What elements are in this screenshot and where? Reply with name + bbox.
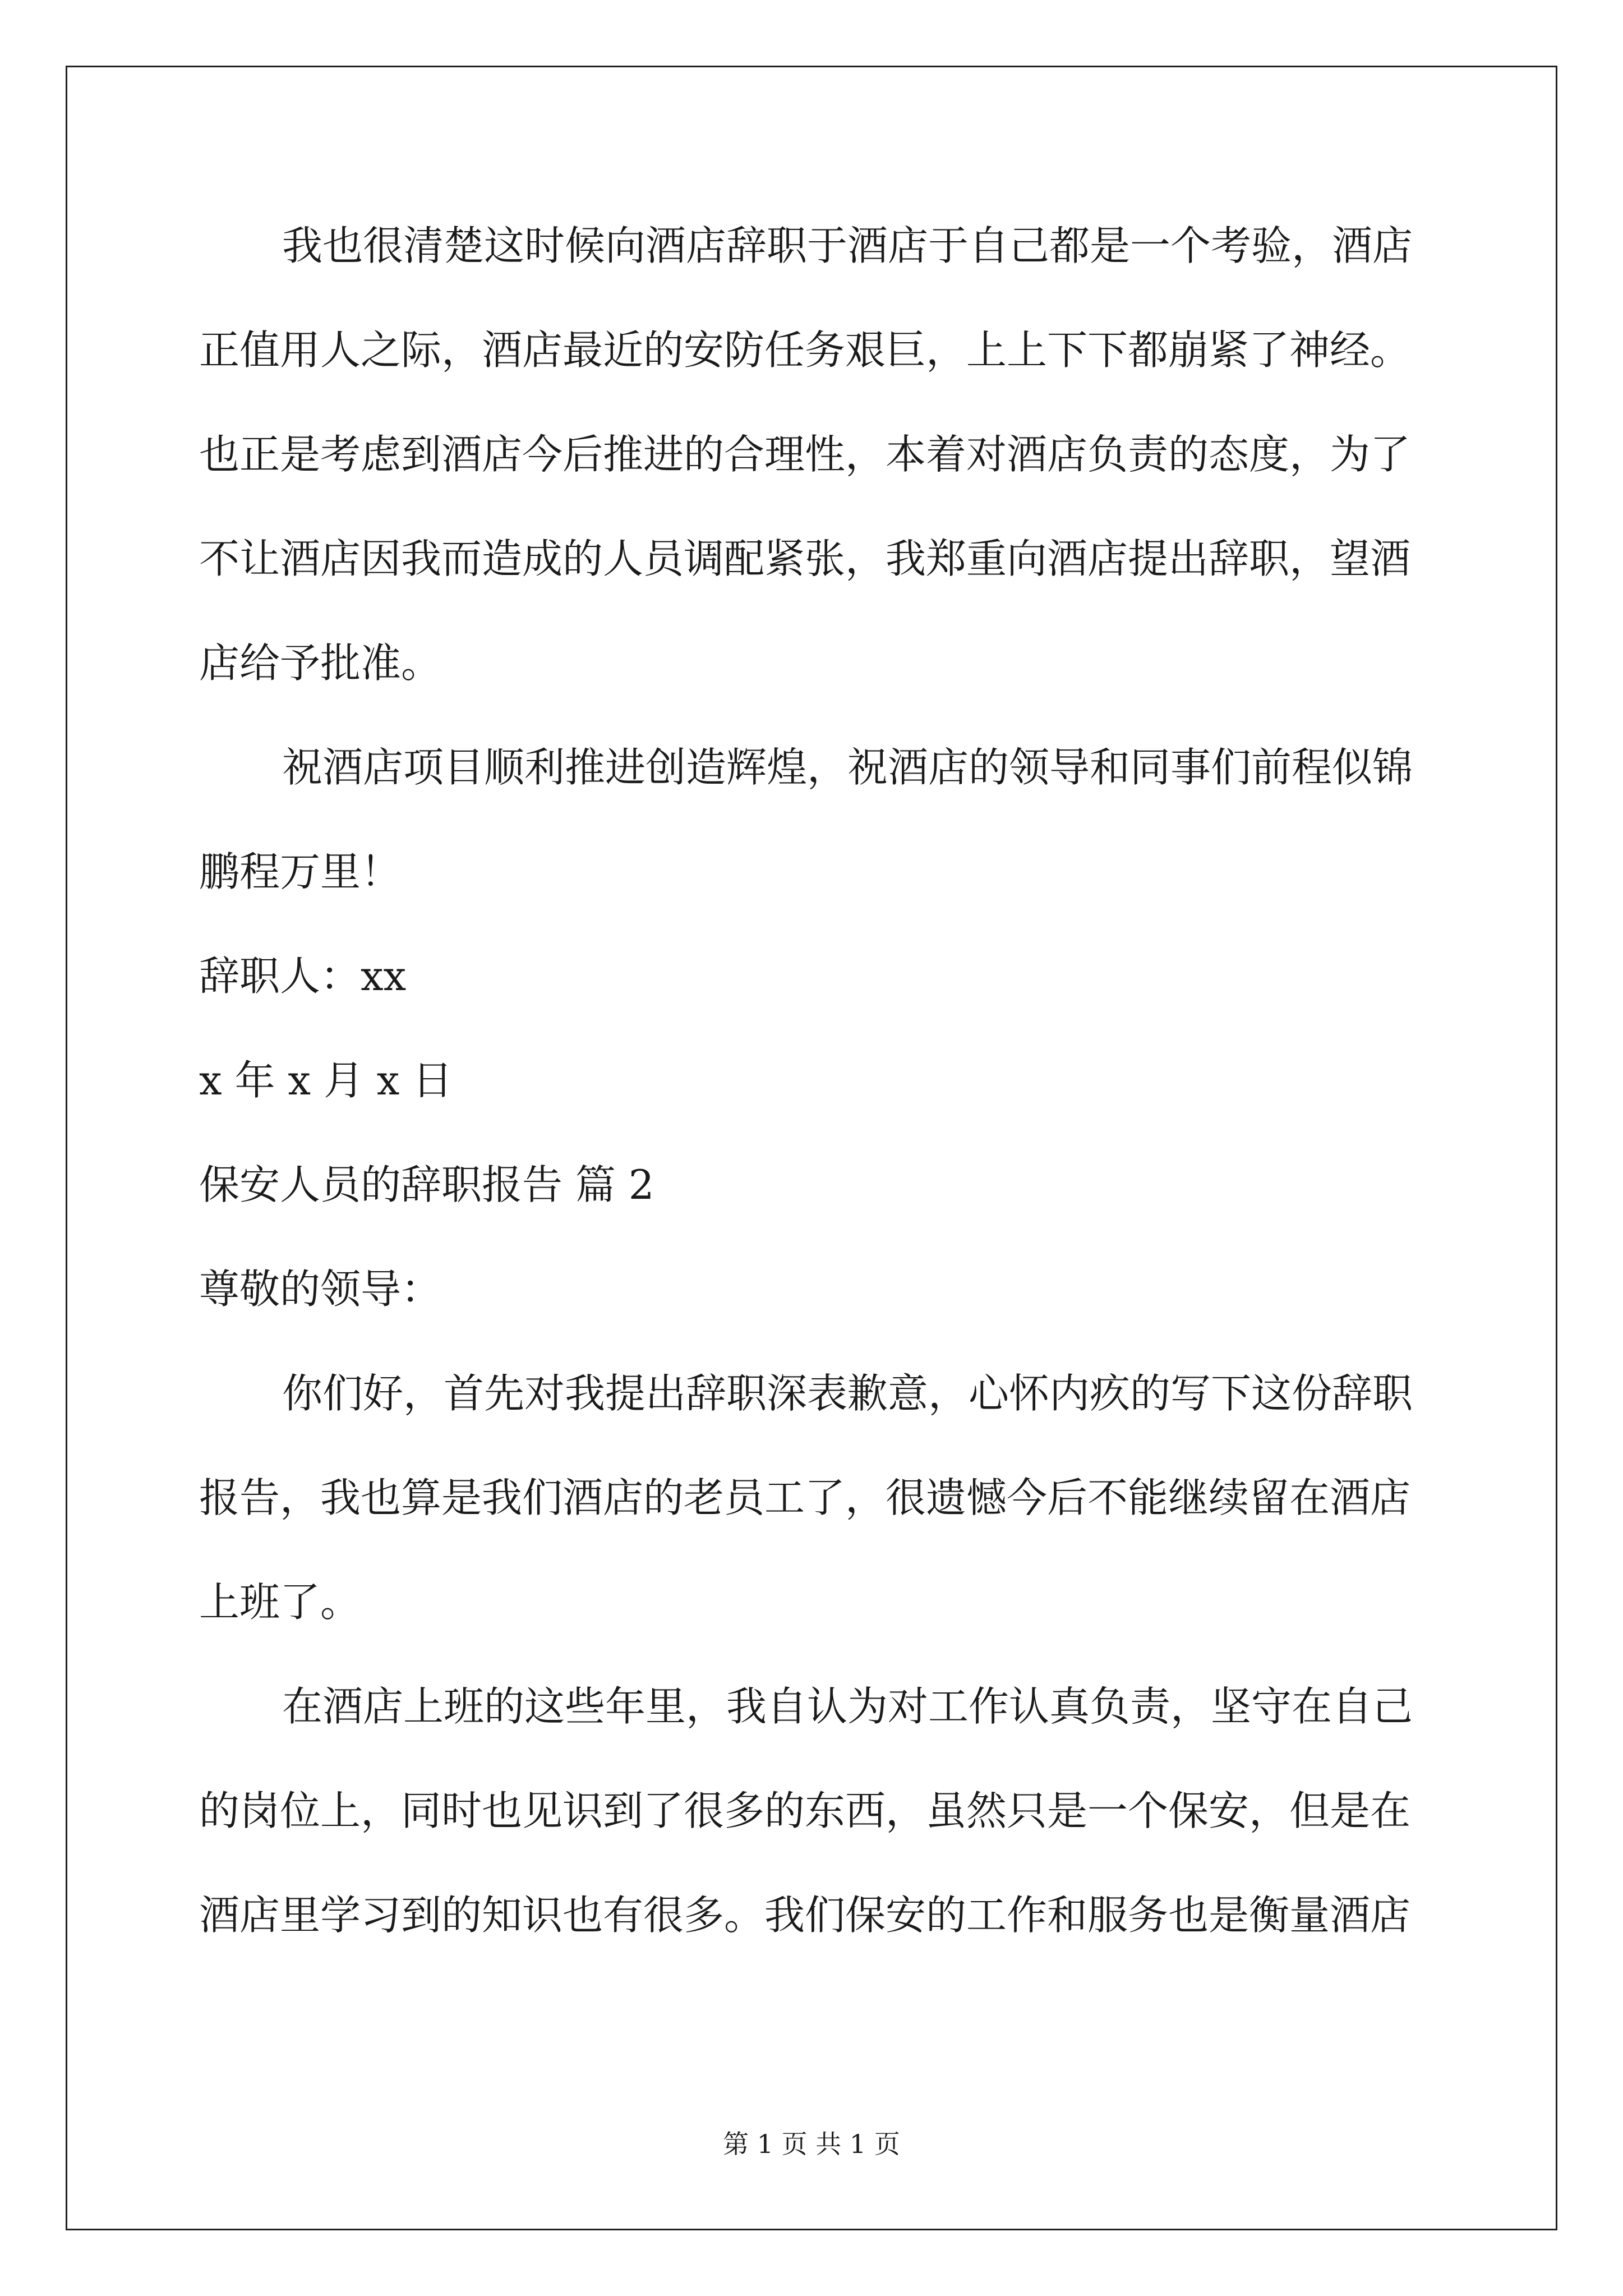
paragraph-1-line-4: 不让酒店因我而造成的人员调配紧张，我郑重向酒店提出辞职，望酒 bbox=[199, 535, 1411, 582]
paragraph-4-line-1: 在酒店上班的这些年里，我自认为对工作认真负责，坚守在自己 bbox=[282, 1683, 1413, 1730]
paragraph-2-line-1: 祝酒店项目顺利推进创造辉煌，祝酒店的领导和同事们前程似锦 bbox=[282, 744, 1413, 791]
paragraph-1-line-3: 也正是考虑到酒店今后推进的合理性，本着对酒店负责的态度，为了 bbox=[199, 431, 1411, 478]
paragraph-3-line-2: 报告，我也算是我们酒店的老员工了，很遗憾今后不能继续留在酒店 bbox=[199, 1474, 1411, 1521]
paragraph-4-line-2: 的岗位上，同时也见识到了很多的东西，虽然只是一个保安，但是在 bbox=[199, 1787, 1411, 1834]
paragraph-1-line-2: 正值用人之际，酒店最近的安防任务艰巨，上上下下都崩紧了神经。 bbox=[199, 326, 1411, 374]
paragraph-4-line-3: 酒店里学习到的知识也有很多。我们保安的工作和服务也是衡量酒店 bbox=[199, 1892, 1411, 1939]
paragraph-3-line-3: 上班了。 bbox=[199, 1579, 361, 1626]
page-footer: 第 1 页 共 1 页 bbox=[723, 2129, 900, 2159]
paragraph-2-line-2: 鹏程万里！ bbox=[199, 848, 402, 895]
section-title: 保安人员的辞职报告 篇 2 bbox=[199, 1161, 654, 1208]
date-line: x 年 x 月 x 日 bbox=[199, 1057, 453, 1104]
signature-line: 辞职人：xx bbox=[199, 953, 407, 1000]
salutation: 尊敬的领导： bbox=[199, 1266, 442, 1313]
paragraph-1-line-1: 我也很清楚这时候向酒店辞职于酒店于自己都是一个考验，酒店 bbox=[282, 222, 1413, 269]
paragraph-1-line-5: 店给予批准。 bbox=[199, 639, 442, 687]
paragraph-3-line-1: 你们好，首先对我提出辞职深表歉意，心怀内疚的写下这份辞职 bbox=[282, 1370, 1413, 1417]
